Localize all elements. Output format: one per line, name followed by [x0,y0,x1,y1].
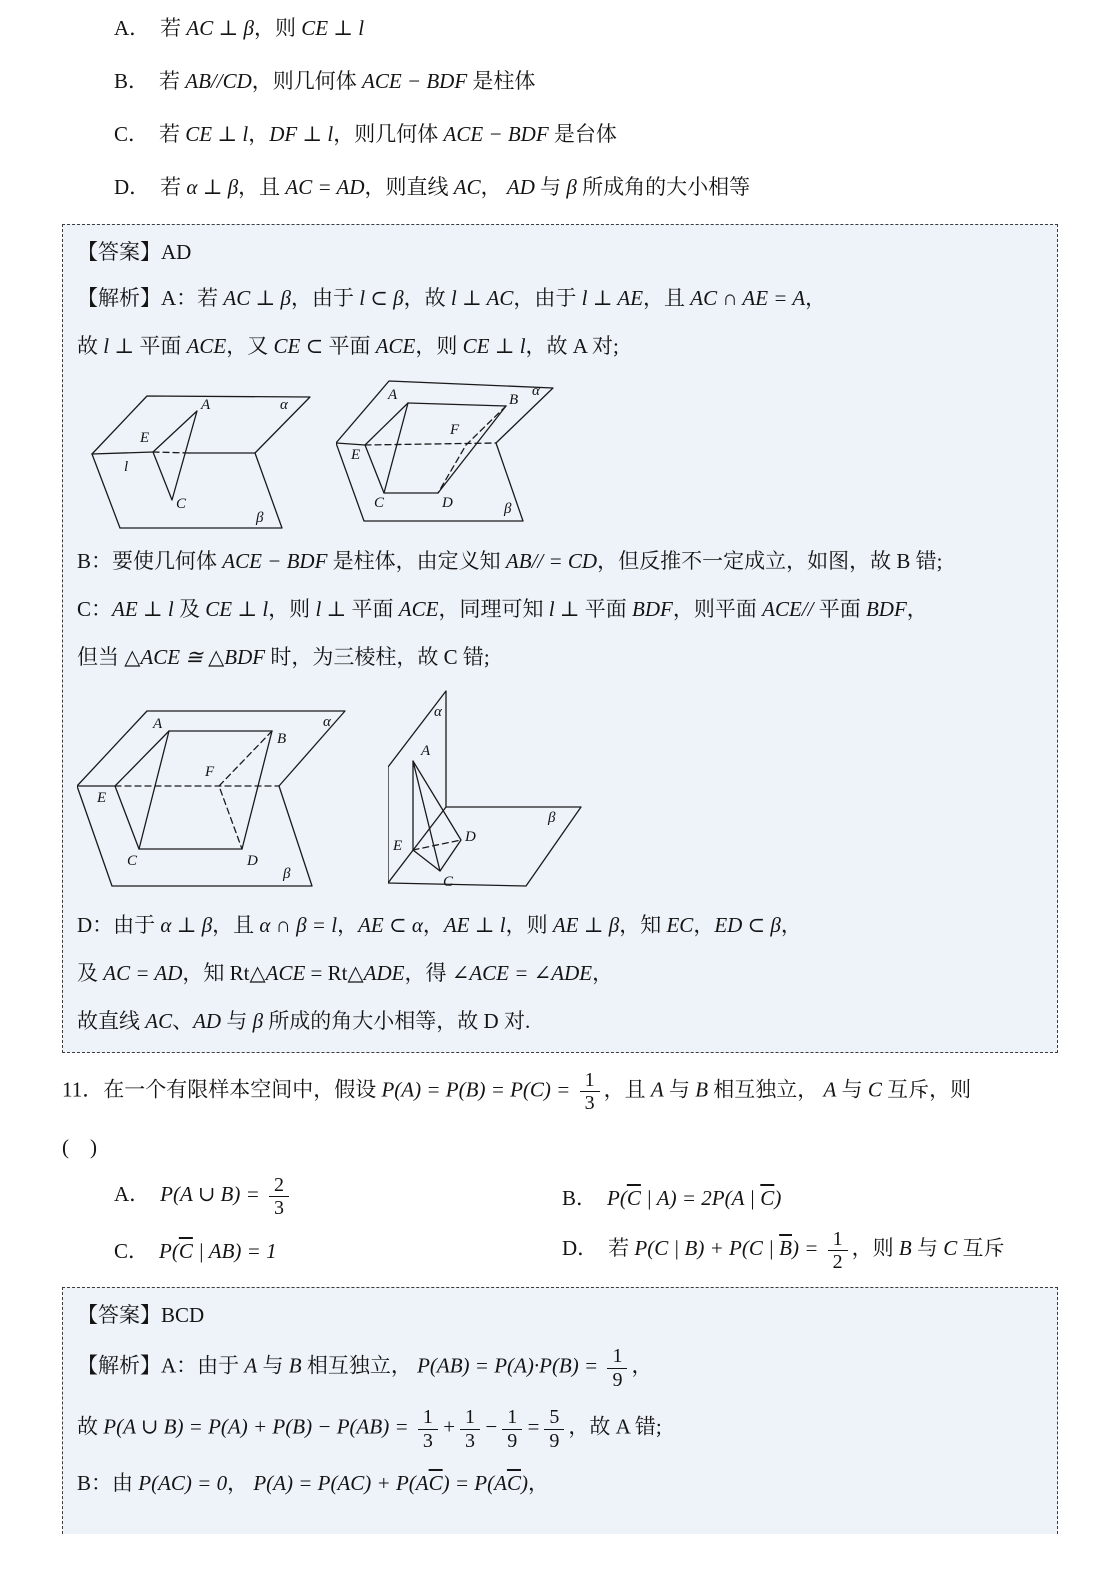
diagram-labels [350,383,541,517]
analysis-line: 及 AC = AD，知 Rt△ACE = Rt△ADE，得 ∠ACE = ∠ADE， [77,961,614,985]
svg-text:F: F [450,422,460,438]
analysis-line: D：由于 α ⊥ β，且 α ∩ β = l，AE ⊂ α，AE ⊥ l，则 AE ⊥ β，知 EC，ED ⊂ β， [77,913,802,937]
option-line-d [114,171,1109,204]
svg-text:α: α [323,714,331,730]
svg-text:B: B [509,392,519,408]
analysis-line: B：由 P(AC) = 0， $P(A) = P(AC) + P(A\overline{C}) = P(A\overline{C})$， [77,1470,549,1495]
option-text-a: 若 AC ⊥ β，则 CE ⊥ l [160,16,365,40]
option-label-a: A． [114,16,151,40]
answer-line [77,1300,1043,1330]
option-text-c: $P(\overline{C}$ | AB) = 1 [159,1239,277,1264]
option-label-d: D． [114,175,151,199]
option-label-c: C． [114,1239,150,1264]
option-label-b: B． [114,69,150,93]
svg-text:F: F [205,764,215,780]
answer-line [77,237,1043,267]
svg-text:D: D [465,829,476,845]
answer-value: BCD [161,1303,205,1328]
svg-text:A: A [153,716,163,732]
diagram-prism-ace-bdf-small [336,378,566,530]
svg-text:C: C [443,874,454,890]
svg-text:α: α [434,704,442,720]
answer-blank-parentheses: ( ) [62,1134,97,1159]
option-text-b: $P(\overline{C}$ | A) = 2P(A | $\overline{C}$) [607,1185,782,1210]
option-text-b: 若 AB//CD，则几何体 ACE − BDF 是柱体 [159,69,536,93]
analysis-line: 故 l ⊥ 平面 ACE，又 CE ⊂ 平面 ACE，则 CE ⊥ l，故 A 对; [77,334,619,358]
svg-text:α: α [280,397,288,413]
diagram-perpendicular-planes-tetra [388,689,593,894]
svg-text:l: l [124,459,129,475]
svg-text:A: A [201,397,211,413]
analysis-line: 但当 △ACE ≅ △BDF 时，为三棱柱，故 C 错; [77,645,490,669]
svg-text:E: E [351,447,361,463]
option-label-b: B． [562,1185,598,1210]
top-option-list [0,0,1109,204]
option-line-d [562,1228,1109,1274]
analysis-line: C：AE ⊥ l 及 CE ⊥ l，则 l ⊥ 平面 ACE，同理可知 l ⊥ 平面 BDF，则平面 ACE// 平面 BDF， [77,597,928,621]
svg-text:A: A [388,387,398,403]
diagram-row-2 [77,689,1043,894]
svg-text:C: C [374,495,385,511]
svg-text:D: D [442,495,453,511]
svg-text:E: E [97,790,107,806]
svg-text:β: β [283,866,291,882]
option-line-c [114,1235,562,1265]
analysis-line: 【解析】A：由于 A 与 B 相互独立， P(AB) = P(A)·P(B) = $\frac{1}{9}$ ， [77,1345,653,1391]
svg-text:D: D [247,853,258,869]
option-line-a [114,12,1109,45]
diagram-prism-ace-bdf-large [77,709,352,891]
option-label-a: A． [114,1182,151,1207]
svg-text:C: C [176,496,187,512]
question-11 [62,1069,1109,1164]
option-text-a: P(A ∪ B) = $\frac{2}{3}$ [160,1182,293,1206]
question-11-options [114,1174,1109,1274]
option-label-c: C． [114,122,150,146]
option-line-b [114,65,1109,98]
diagram-row-1 [77,378,1043,530]
svg-text:E: E [140,430,150,446]
analysis-line: 故直线 AC、AD 与 β 所成的角大小相等，故 D 对. [77,1009,531,1033]
answer-value: AD [161,240,192,264]
analysis-line: 【解析】A：若 AC ⊥ β，由于 l ⊂ β，故 l ⊥ AC，由于 l ⊥ AE，且 AC ∩ AE = A， [77,286,827,310]
option-line-c [114,118,1109,151]
svg-text:β: β [504,501,512,517]
svg-text:B: B [277,731,287,747]
option-text-c: 若 CE ⊥ l，DF ⊥ l，则几何体 ACE − BDF 是台体 [159,122,617,146]
analysis-line: 故 P(A ∪ B) = P(A) + P(B) − P(AB) = $\frac{1}{3}$ + $\frac{1}{3}$ − $\frac{1}{9}$ = $\frac{5}{9}$ ，故 A 错; [77,1406,662,1452]
option-line-a [114,1174,562,1220]
diagram-labels [96,714,332,882]
svg-text:β: β [548,810,556,826]
option-text-d: 若 α ⊥ β，且 AC = AD，则直线 AC， AD 与 β 所成角的大小相等 [160,175,751,199]
svg-text:A: A [421,743,431,759]
diagram-labels [392,704,556,890]
analysis-line: B：要使几何体 ACE − BDF 是柱体，由定义知 AB// = CD，但反推不一定成立，如图，故 B 错; [77,549,943,573]
option-line-b [562,1182,1109,1212]
svg-text:E: E [393,838,403,854]
option-text-d: 若 P(C | B) + P(C | $\overline{B}$) = $\frac{1}{2}$ ，则 B 与 C 互斥 [608,1227,1005,1273]
answer-box-2 [62,1287,1058,1534]
answer-label: 【答案】 [77,240,161,264]
svg-text:C: C [127,853,138,869]
question-stem: 11．在一个有限样本空间中，假设 P(A) = P(B) = P(C) = $\frac{1}{3}$ ，且 A 与 B 相互独立， A 与 C 互斥，则 [62,1069,972,1115]
answer-label: 【答案】 [77,1303,161,1328]
diagram-two-planes-triangle [77,378,322,530]
svg-text:α: α [532,383,540,399]
answer-box-1 [62,224,1058,1053]
svg-text:β: β [256,510,264,526]
diagram-labels [124,397,289,526]
option-label-d: D． [562,1236,599,1261]
